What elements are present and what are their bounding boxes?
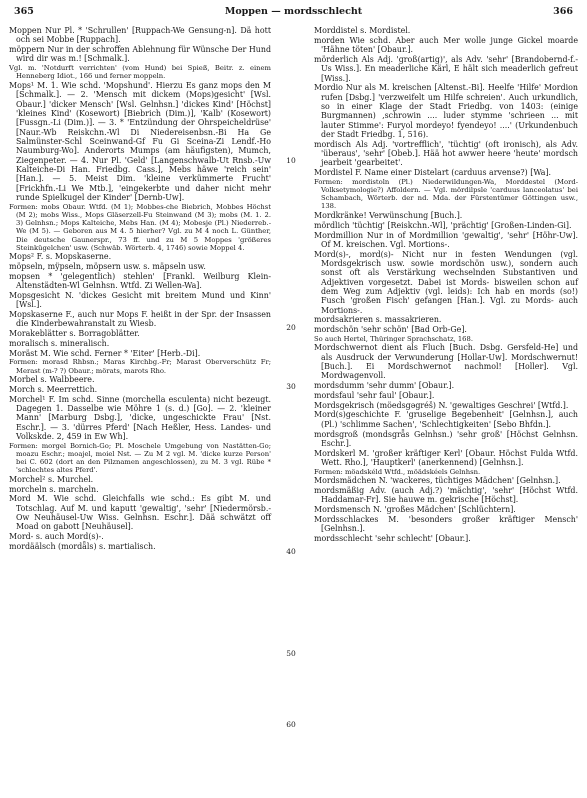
dictionary-entry: Formen: morgel Bornich-Go; Pl. Moschele Umgebung von Nastätten-Go; moazu Eschr.; moajel, moiel Nst. — Zu M 2 vgl. M. 'dicke kurze Person' bei C. 602 (dort an den Pilznamen angeschlossen), zu M. 3 vgl. Rübe * 'schlechtes altes Pferd'. bbox=[9, 441, 271, 475]
dictionary-entry: Mordmillion Nur in of Mordmillion 'gewaltig', 'sehr' [Höhr-Uw]. Of M. kreischen. Vgl. Mortions-. bbox=[314, 230, 578, 249]
dictionary-entry: Mordsmädchen N. 'wackeres, tüchtiges Mädchen' [Gelnhsn.]. bbox=[314, 476, 561, 486]
dictionary-entry: Mordsschlackes M. 'besonders großer kräftiger Mensch' [Gelnhsn.]. bbox=[314, 514, 578, 534]
line-number: 50 bbox=[286, 649, 296, 658]
dictionary-entry: morden Wie schd. Aber auch Mer wolle junge Gickel moarde 'Hähne töten' [Obaur.]. bbox=[314, 35, 578, 55]
line-number-gutter bbox=[278, 26, 308, 786]
dictionary-entry: Mopskaserne F., auch nur Mops F. heißt in der Spr. der Insassen die Kinderbewahranstalt zu Wiesb. bbox=[9, 310, 271, 329]
dictionary-entry: morcheln s. marcheln. bbox=[9, 484, 99, 494]
dictionary-entry: Morch s. Meerrettich. bbox=[9, 384, 98, 394]
dictionary-entry: Formen: morasd Rhbsn.; Maras Kirchbg.-Fr; Marast Oberverschütz Fr; Merast (m-? ?) Obaur.; mörats, marots Rho. bbox=[9, 358, 271, 375]
line-number: 20 bbox=[286, 323, 296, 332]
dictionary-entry: Mordskerl M. 'großer kräftiger Kerl' [Obaur. Höchst Fulda Wtfd. Wett. Rho.], 'Hauptkerl' (anerkennend) [Gelnhsn.]. bbox=[314, 448, 578, 467]
dictionary-entry: Mordio Nur als M. kreischen [Altenst.-Bi]. Heelfe 'Hilfe' Mordion rufen [Dsbg.] 'verzweifelt um Hilfe schreien'. Auch urkundlich, so in einer Klage der Stadt Friedbg. von 1403: (einige Burgmannen) ‚schrowin .... luder stymme 'schrieen ... mit lauter Stimme': Furyol mordeyo! fyendeyo! ....' (Urkundenbuch der Stadt Friedbg. 1, 516). bbox=[314, 83, 578, 139]
dictionary-entry: mördlich 'tüchtig' [Reiskchn.-Wl], 'prächtig' [Großen-Linden-Gi]. bbox=[314, 220, 572, 230]
dictionary-entry: Mopsgesicht N. 'dickes Gesicht mit breitem Mund und Kinn' [Wsl.]. bbox=[9, 290, 271, 310]
dictionary-entry: mordisch Als Adj. 'vortrefflich', 'tüchtig' (oft ironisch), als Adv. 'überaus', 'sehr' [Obeb.]. Hää hot awwer heere 'heute' mordsch jearbeit 'gearbeitet'. bbox=[314, 139, 578, 168]
dictionary-entry: Mord(s)-, mord(s)- Nicht nur in festen Wendungen (vgl. Mordsgekrisch usw. sowie mordschön usw.), sondern auch sonst oft als Verstärkung wechselnden Substantiven und Adjektiven vorgesetzt. Dabei ist Mords- bisweilen schon auf dem Weg zum Adjektiv (vgl. leids): Ich hab en mords (so!) Fusch 'großen Fisch' gefangen [Han.]. Vgl. zu Mords- auch Mortions-. bbox=[314, 249, 578, 315]
dictionary-entry: Mordsgekrisch (möedsgəgréš) N. 'gewaltiges Geschrei' [Wtfd.]. bbox=[314, 400, 569, 410]
dictionary-entry: mordsschlecht 'sehr schlecht' [Obaur.]. bbox=[314, 533, 471, 543]
dictionary-entry: Mord(s)geschichte F. 'gruselige Begebenheit' [Gelnhsn.], auch (Pl.) 'schlimme Sachen', 'Schlechtigkeiten' [Sebo Bhfdn.]. bbox=[314, 410, 578, 429]
left-column bbox=[9, 26, 271, 552]
line-number: 30 bbox=[286, 382, 296, 391]
dictionary-entry: Mordschwernot dient als Fluch [Buch. Dsbg. Gersfeld-He] und als Ausdruck der Verwunderung [Hollar-Uw]. Mordschwernut! [Buch.]. Ei Mordschwernot nachmol! [Holler]. Vgl. Mordwagenvoll. bbox=[314, 343, 578, 381]
line-number: 40 bbox=[286, 547, 296, 556]
dictionary-entry: mordsfaul 'sehr faul' [Obaur.]. bbox=[314, 390, 435, 400]
dictionary-entry: moralisch s. mineralisch. bbox=[9, 338, 110, 348]
dictionary-entry: mordsmäßig Adv. (auch Adj.?) 'mächtig', 'sehr' [Höchst Wtfd. Haddamar-Fr]. Sie hauwe m. gekrische [Höchst]. bbox=[314, 485, 578, 505]
dictionary-entry: Mops² F. s. Mopskaserne. bbox=[9, 252, 112, 262]
dictionary-entry: Formen: möadskéld Wtfd., möädskéels Gelnhsn. bbox=[314, 467, 481, 476]
dictionary-entry: mörderlich Als Adj. 'groß(artig)', als Adv. 'sehr' [Brandobernd-f.-Us Wiss.]. En meaderliche Kärl, E hält sich meaderlich gefreut [Wiss.]. bbox=[314, 54, 578, 83]
dictionary-entry: Mordsmensch N. 'großes Mädchen' [Schlüchtern]. bbox=[314, 505, 516, 515]
dictionary-entry: Morddistel s. Mordistel. bbox=[314, 26, 411, 35]
dictionary-entry: Mord M. Wie schd. Gleichfalls wie schd.: Es gibt M. und Totschlag. Auf M. und kaputt 'gewaltig', 'sehr' [Niedermörsb.-Ow Neuhäusel-Uw Wiss. Gelnhsn. Eschr.]. Dää schwätzt off Moad on gabott [Neuhäusel]. bbox=[9, 494, 271, 532]
right-column bbox=[314, 26, 578, 544]
dictionary-entry: möpseln, mÿpseln, möpsern usw. s. mäpseln usw. bbox=[9, 262, 206, 272]
line-number: 10 bbox=[286, 156, 296, 165]
dictionary-entry: Vgl. m. 'Notdurft verrichten' (vom Hund) bei Spieß, Beitr. z. einem Henneberg Idiot., 166 und ferner moppeln. bbox=[9, 64, 271, 81]
dictionary-entry: Mord- s. auch Mord(s)-. bbox=[9, 532, 104, 542]
dictionary-entry: Moppen Nur Pl. * 'Schrullen' [Ruppach-We Gensung-n]. Dä hott och sei Mobbe [Ruppach]. bbox=[9, 26, 271, 45]
running-title: Moppen — mordsschlecht bbox=[224, 6, 363, 17]
dictionary-entry: mordsakrieren s. massakrieren. bbox=[314, 315, 442, 325]
dictionary-entry: Morchel² s. Murchel. bbox=[9, 474, 94, 484]
dictionary-entry: Morbel s. Walbbeere. bbox=[9, 375, 95, 385]
page-number-left: 365 bbox=[14, 6, 34, 17]
dictionary-entry: mopsen * 'gelegentlich) stehlen' [Frankl. Weilburg Klein-Altenstädten-Wl Gelnhsn. Wtfd. Zi Wellen-Wa]. bbox=[9, 271, 271, 291]
line-number: 60 bbox=[286, 720, 296, 729]
page-header bbox=[14, 6, 573, 20]
dictionary-entry: mordschön 'sehr schön' [Bad Orb-Ge]. bbox=[314, 325, 467, 335]
page-number-right: 366 bbox=[553, 6, 573, 17]
dictionary-entry: mordsdumm 'sehr dumm' [Obaur.]. bbox=[314, 381, 455, 391]
dictionary-entry: mordäälsch (mordǟls) s. martialisch. bbox=[9, 541, 156, 551]
dictionary-entry: Morakeblätter s. Borragoblätter. bbox=[9, 329, 140, 339]
dictionary-entry: Moräst M. Wie schd. Ferner * 'Eiter' [Herb.-Di]. bbox=[9, 348, 201, 358]
dictionary-entry: Mops¹ M. 1. Wie schd. 'Mopshund'. Hierzu Es ganz mops den M [Schmalk.]. — 2. 'Mensch mit dickem (Mops)gesicht' [Wsl. Obaur.] 'dicker Mensch' [Wsl. Gelnhsn.] 'dickes Kind' [Höchst] 'kleines Kind' (Kosewort) [Biebrich (Dim.)], 'Kalb' (Kosewort) [Fussgn.-Li (Dim.)]. — 3. * 'Entzündung der Ohrspeicheldrüse' [Naur.-Wb Reiskchn.-Wl Di Niedereisenbsn.-Bi Ha Ge Salmünster-Schl Sceinwand-Gf Fu Gi Sceina-Zi Lendf.-Ho Naumburg-Wo]. Anderorts Mumps (am häufigsten), Mumch, Ziegenpeter. — 4. Nur Pl. 'Geld' [Langenschwalb-Ut Rnsb.-Uw Kalteiche-Di Han. Friedbg. Cass.], Mebs häwe 'reich sein' [Han.]. — 5. Meist Dim. 'kleine verkümmerte Frucht' [Frickhfn.-Li We Mtb.], 'eingekerbte und daher nicht mehr runde Spielkugel der Kinder' [Dernb-Uw]. bbox=[9, 80, 271, 203]
dictionary-entry: Formen: mobs Obaur. Wtfd. (M 1); Mobbes-che Biebrich, Mobbes Höchst (M 2); mobs Wiss., Mops Gläserzell-Fu Steinwand (M 3); mobs (M. 1. 2. 3) Gelnhsn.; Mops Kalteiche, Mebs Han. (M 4); Mobesje (Pl.) Niederreb.-We (M 5). — Geboren aus M 4. 5 hierher? Vgl. zu M 4 noch L. Günther, Die deutsche Gaunerspr., 73 ff. und zu M 5 Moppes 'größeres Steinkügelchen' usw. (Schwäb. Wörterb. 4, 1746) sowie Moppel 4. bbox=[9, 202, 271, 252]
dictionary-entry: Formen: mordistoln (Pl.) Niederwildungen-Wa, Morddestel (Mord- Volksetymologie?) Affoldern. — Vgl. mördilpsle 'carduus lanceolatus' bei Schambach, Wörterb. der nd. Mda. der Fürstentümer Göttingen usw., 138. bbox=[314, 177, 578, 211]
dictionary-entry: Mordkränke! Verwünschung [Buch.]. bbox=[314, 211, 463, 221]
dictionary-entry: Morchel¹ F. Im schd. Sinne (morchella esculenta) nicht bezeugt. Dagegen 1. Dasselbe wie Möhre 1 (s. d.) [Go]. — 2. 'kleiner Mann' [Marburg Dsbg.], 'dicke, ungeschickte Frau' [Nst. Eschr.]. — 3. 'dürres Pferd' [Nach Heßler, Hess. Landes- und Volkskde. 2, 459 in Ew Wh]. bbox=[9, 394, 271, 441]
dictionary-entry: So auch Hertel, Thüringer Sprachschatz, 168. bbox=[314, 334, 473, 343]
dictionary-entry: mordsgroß (mondsgrǟs Gelnhsn.) 'sehr groß' [Höchst Gelnhsn. Eschr.]. bbox=[314, 429, 578, 448]
dictionary-entry: möppern Nur in der schroffen Ablehnung für Wünsche Der Hund wird dir was m.! [Schmalk.]. bbox=[9, 45, 271, 64]
dictionary-entry: Mordistel F. Name einer Distelart (carduus arvense?) [Wa]. bbox=[314, 168, 552, 178]
